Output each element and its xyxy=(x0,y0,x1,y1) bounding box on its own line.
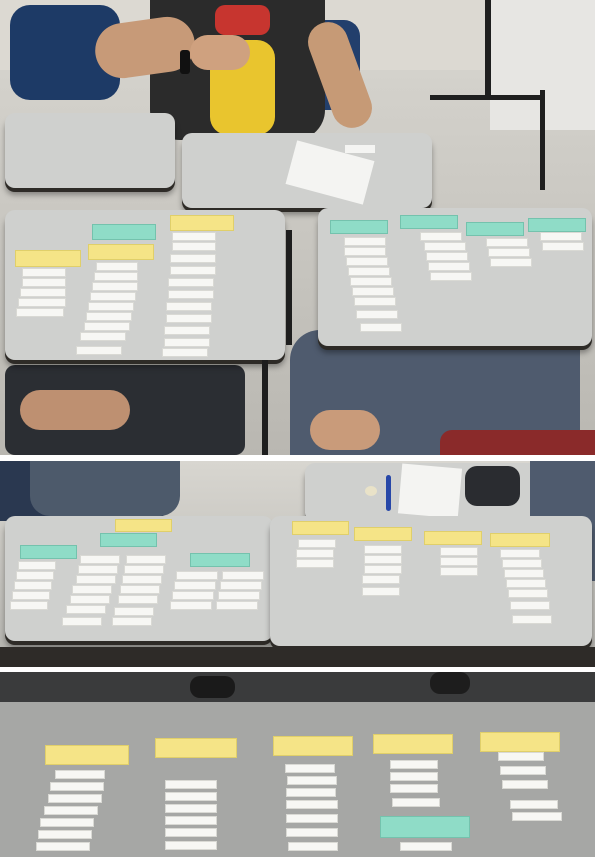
category-card xyxy=(190,553,250,567)
item-card xyxy=(55,770,105,779)
item-card xyxy=(510,601,550,610)
item-card xyxy=(498,752,544,761)
item-card xyxy=(48,794,102,803)
item-card xyxy=(76,575,116,584)
item-card xyxy=(38,830,92,839)
item-card xyxy=(510,800,558,809)
item-card xyxy=(168,278,214,287)
category-card xyxy=(88,244,154,260)
item-card xyxy=(512,812,562,821)
floor-bar xyxy=(430,95,540,100)
item-card xyxy=(165,780,217,789)
item-card xyxy=(170,266,216,275)
item-card xyxy=(172,591,214,600)
item-card xyxy=(356,310,398,319)
item-card xyxy=(20,288,66,297)
item-card xyxy=(170,601,212,610)
item-card xyxy=(90,292,136,301)
item-card xyxy=(18,561,56,570)
category-card xyxy=(15,250,81,267)
item-card xyxy=(84,322,130,331)
red-garment xyxy=(440,430,595,455)
cap xyxy=(365,486,377,496)
item-card xyxy=(287,776,337,785)
item-card xyxy=(62,617,102,626)
person-legs xyxy=(30,461,180,516)
item-card xyxy=(165,828,217,837)
item-card xyxy=(430,272,472,281)
pen xyxy=(386,475,391,511)
item-card xyxy=(14,581,52,590)
middle-photo xyxy=(0,461,595,667)
item-card xyxy=(286,788,336,797)
category-card xyxy=(292,521,349,535)
item-card xyxy=(350,277,392,286)
desk-frame xyxy=(262,360,268,455)
item-card xyxy=(504,569,544,578)
item-card xyxy=(352,287,394,296)
item-card xyxy=(364,545,402,554)
item-card xyxy=(390,772,438,781)
item-card xyxy=(70,595,110,604)
item-card xyxy=(220,581,262,590)
shirt-print-red xyxy=(215,5,270,35)
item-card xyxy=(542,242,584,251)
item-card xyxy=(176,571,218,580)
item-card xyxy=(354,297,396,306)
item-card xyxy=(114,607,154,616)
item-card xyxy=(222,571,264,580)
dark-bag xyxy=(465,466,520,506)
item-card xyxy=(362,575,400,584)
item-card xyxy=(94,272,138,281)
item-card xyxy=(166,302,212,311)
item-card xyxy=(168,290,214,299)
desk-frame xyxy=(0,647,595,667)
item-card xyxy=(218,591,260,600)
item-card xyxy=(286,800,338,809)
item-card xyxy=(440,547,478,556)
item-card xyxy=(392,798,440,807)
arm-on-bag xyxy=(20,390,130,430)
item-card xyxy=(80,332,126,341)
desk-top-left xyxy=(5,113,175,188)
item-card xyxy=(424,242,466,251)
item-card xyxy=(400,842,452,851)
item-card xyxy=(172,242,216,251)
item-card xyxy=(360,323,402,332)
category-card xyxy=(528,218,586,232)
category-card xyxy=(400,215,458,229)
item-card xyxy=(346,257,388,266)
item-card xyxy=(96,262,138,271)
item-card xyxy=(362,587,400,596)
item-card xyxy=(124,565,164,574)
item-card xyxy=(502,559,542,568)
item-card xyxy=(166,314,212,323)
item-card xyxy=(76,346,122,355)
item-card xyxy=(78,565,118,574)
item-card xyxy=(118,595,158,604)
category-card xyxy=(115,519,172,532)
category-card xyxy=(155,738,237,758)
category-card xyxy=(490,533,550,547)
item-card xyxy=(216,601,258,610)
category-card xyxy=(424,531,482,545)
item-card xyxy=(506,579,546,588)
table-leg-2 xyxy=(540,90,545,190)
item-card xyxy=(286,814,338,823)
item-card xyxy=(390,784,438,793)
item-card xyxy=(86,312,132,321)
item-card xyxy=(420,232,462,241)
item-card xyxy=(126,555,166,564)
item-card xyxy=(165,841,217,850)
item-card xyxy=(286,828,338,837)
item-card xyxy=(162,348,208,357)
item-card xyxy=(10,601,48,610)
category-card xyxy=(20,545,77,559)
background-floor xyxy=(0,672,595,702)
hand xyxy=(190,35,250,70)
item-card xyxy=(298,539,336,548)
item-card xyxy=(486,238,528,247)
item-card xyxy=(288,842,338,851)
item-card xyxy=(170,254,216,263)
shoe xyxy=(190,676,235,698)
item-card xyxy=(296,559,334,568)
item-card xyxy=(344,247,386,256)
category-card xyxy=(373,734,453,754)
item-card xyxy=(165,792,217,801)
desk-frame xyxy=(286,230,292,345)
category-card xyxy=(273,736,353,756)
item-card xyxy=(348,267,390,276)
bottom-photo xyxy=(0,672,595,857)
item-card xyxy=(508,589,548,598)
item-card xyxy=(120,585,160,594)
item-card xyxy=(16,571,54,580)
item-card xyxy=(500,766,546,775)
item-card xyxy=(88,302,134,311)
item-card xyxy=(426,252,468,261)
item-card xyxy=(72,585,112,594)
item-card xyxy=(296,549,334,558)
item-card xyxy=(50,782,104,791)
item-card xyxy=(164,338,210,347)
category-card xyxy=(466,222,524,236)
item-card xyxy=(12,591,50,600)
item-card xyxy=(122,575,162,584)
item-card xyxy=(66,605,106,614)
category-card xyxy=(380,816,470,838)
item-card xyxy=(165,804,217,813)
category-card xyxy=(100,533,157,547)
person-hand-bottom xyxy=(310,410,380,450)
category-card xyxy=(480,732,560,752)
item-card xyxy=(174,581,216,590)
item-card xyxy=(164,326,210,335)
item-card xyxy=(500,549,540,558)
item-card xyxy=(285,764,335,773)
category-card xyxy=(92,224,156,240)
category-card xyxy=(45,745,129,765)
category-card xyxy=(354,527,412,541)
item-card xyxy=(16,308,64,317)
item-card xyxy=(490,258,532,267)
watch xyxy=(180,50,190,74)
item-card xyxy=(364,555,402,564)
item-card xyxy=(390,760,438,769)
item-card xyxy=(440,567,478,576)
item-card xyxy=(18,298,66,307)
item-card xyxy=(512,615,552,624)
item-card xyxy=(22,268,66,277)
item-card xyxy=(502,780,548,789)
item-card xyxy=(22,278,66,287)
item-card xyxy=(344,237,386,246)
item-card xyxy=(112,617,152,626)
item-card xyxy=(428,262,470,271)
item-card xyxy=(440,557,478,566)
category-card xyxy=(330,220,388,234)
paper-sheet xyxy=(398,463,462,518)
item-card xyxy=(40,818,94,827)
item-card xyxy=(364,565,402,574)
item-card xyxy=(488,248,530,257)
shoe-2 xyxy=(430,672,470,694)
item-card xyxy=(44,806,98,815)
table-leg xyxy=(485,0,491,100)
item-card xyxy=(540,232,582,241)
item-card xyxy=(172,232,216,241)
item-card xyxy=(92,282,138,291)
item-card xyxy=(36,842,90,851)
paper-scrap xyxy=(345,145,375,153)
item-card xyxy=(80,555,120,564)
category-card xyxy=(170,215,234,231)
item-card xyxy=(165,816,217,825)
